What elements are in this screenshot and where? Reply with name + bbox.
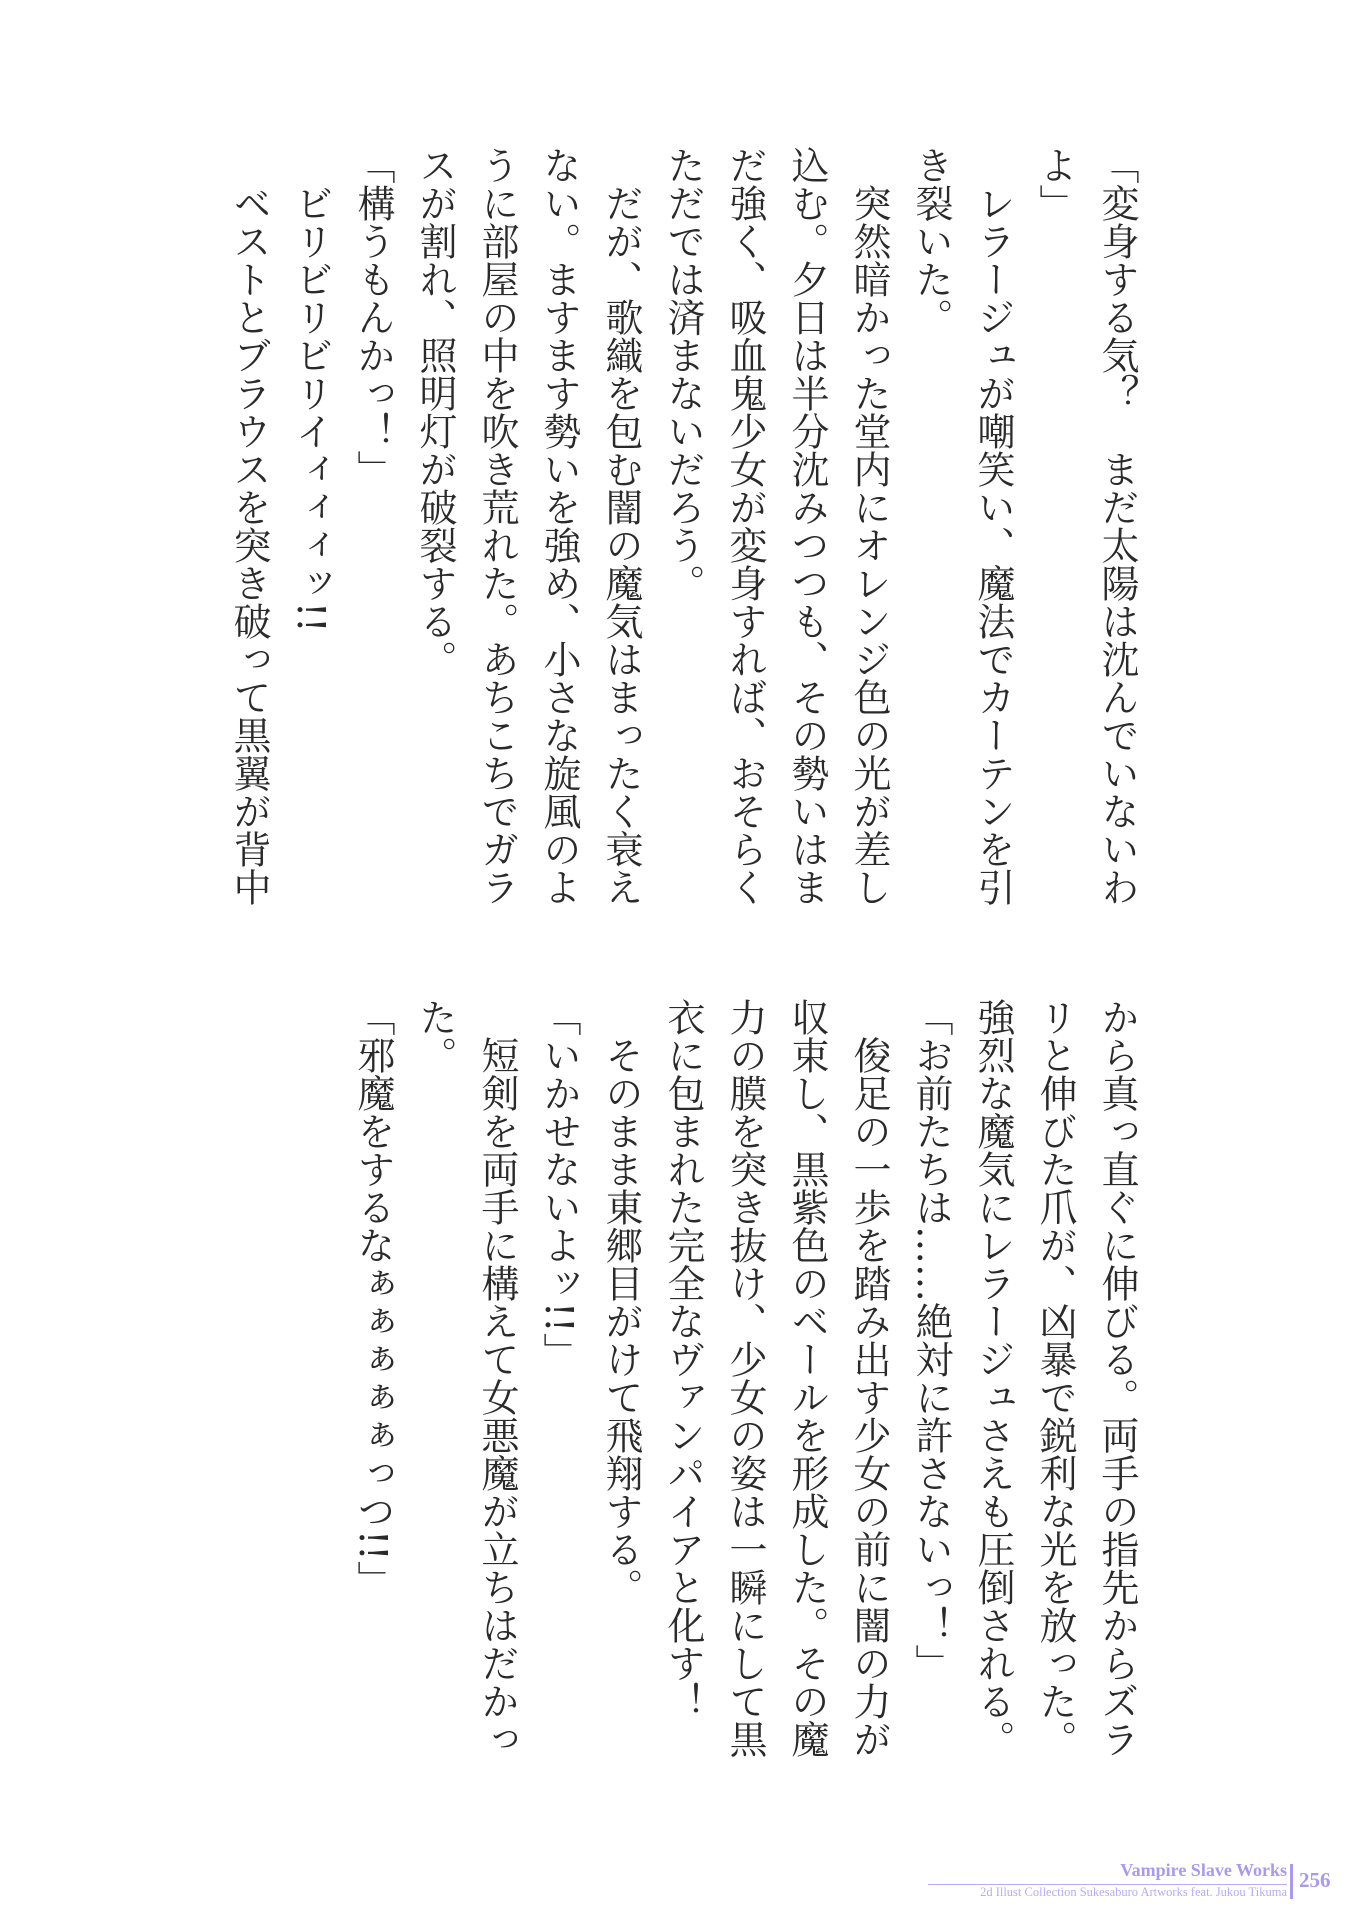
- text-column: 「邪魔をするなぁぁぁぁぁっつ!!」: [351, 998, 395, 1599]
- text-column: 衣に包まれた完全なヴァンパイアと化す！: [661, 998, 705, 1720]
- text-column: 突然暗かった堂内にオレンジ色の光が差し: [847, 146, 891, 906]
- text-column: ただでは済まないだろう。: [661, 146, 705, 602]
- page-number: 256: [1299, 1868, 1331, 1892]
- text-column: 力の膜を突き抜け、少女の姿は一瞬にして黒: [723, 998, 767, 1758]
- text-column: た。: [413, 998, 457, 1074]
- text-column: だ強く、吸血鬼少女が変身すれば、おそらく: [723, 146, 767, 906]
- text-column: ベストとブラウスを突き破って黒翼が背中: [227, 146, 271, 906]
- text-column: 「変身する気？ まだ太陽は沈んでいないわ: [1095, 146, 1139, 906]
- text-column: ない。ますます勢いを強め、小さな旋風のよ: [537, 146, 581, 906]
- text-column: 「いかせないよッ!!」: [537, 998, 581, 1371]
- text-column: 「構うもんかっ！」: [351, 146, 395, 488]
- text-column: レラージュが嘲笑い、魔法でカーテンを引: [971, 146, 1015, 906]
- text-column: よ」: [1033, 146, 1077, 222]
- text-column: リと伸びた爪が、凶暴で鋭利な光を放った。: [1033, 998, 1077, 1758]
- text-column: 短剣を両手に構えて女悪魔が立ちはだかっ: [475, 998, 519, 1758]
- text-column: ビリビリビリイィィィッ!!: [289, 146, 333, 633]
- text-column: そのまま東郷目がけて飛翔する。: [599, 998, 643, 1606]
- text-column: スが割れ、照明灯が破裂する。: [413, 146, 457, 678]
- text-column: から真っ直ぐに伸びる。両手の指先からズラ: [1095, 998, 1139, 1758]
- text-column: 俊足の一歩を踏み出す少女の前に闇の力が: [847, 998, 891, 1758]
- text-block-upper: [218, 146, 1148, 926]
- text-column: だが、歌織を包む闇の魔気はまったく衰え: [599, 146, 643, 906]
- footer-title: Vampire Slave Works: [1120, 1860, 1287, 1880]
- text-column: 「お前たちは……絶対に許さないっ！」: [909, 998, 953, 1682]
- text-column: 強烈な魔気にレラージュさえも圧倒される。: [971, 998, 1015, 1758]
- text-column: うに部屋の中を吹き荒れた。あちこちでガラ: [475, 146, 519, 906]
- footer-vertical-bar: [1290, 1864, 1293, 1899]
- text-column: き裂いた。: [909, 146, 953, 336]
- text-block-lower: [342, 998, 1148, 1778]
- text-column: 収束し、黒紫色のベールを形成した。その魔: [785, 998, 829, 1758]
- footer-subtitle: 2d Illust Collection Sukesaburo Artworks feat. Jukou Tikuma: [980, 1885, 1287, 1899]
- text-column: 込む。夕日は半分沈みつつも、その勢いはま: [785, 146, 829, 906]
